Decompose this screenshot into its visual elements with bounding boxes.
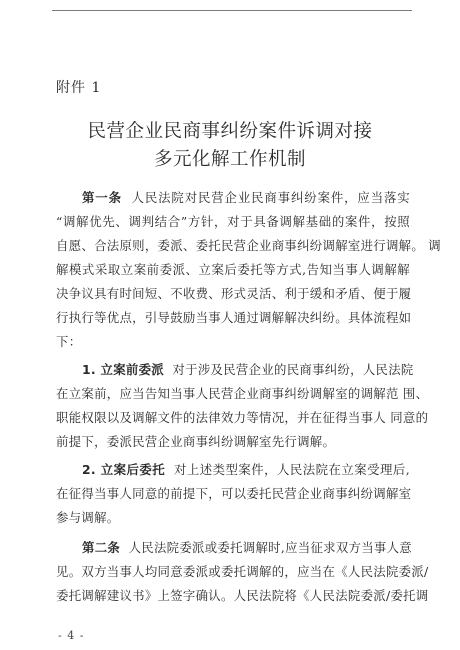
- paragraph-line: [56, 190, 410, 206]
- paragraph-text: 人民法院对民营企业民商事纠纷案件，应当落实: [131, 190, 410, 205]
- paragraph-line: 下：: [56, 334, 82, 349]
- document-title: [52, 118, 408, 174]
- item-heading: 2. 立案后委托: [82, 462, 166, 477]
- paragraph-line: 委托调解建议书》上签字确认。人民法院将《人民法院委派/委托调: [56, 588, 429, 603]
- paragraph-line: 见。双方当事人均同意委派或委托调解的，应当在《人民法院委派/: [56, 564, 429, 579]
- attachment-label: 附件 1: [56, 80, 102, 96]
- item-heading: 1. 立案前委派: [82, 362, 164, 377]
- paragraph-line: [56, 462, 410, 478]
- paragraph-line: 行执行等优点，引导鼓励当事人通过调解解决纠纷。具体流程如: [56, 310, 412, 325]
- article-heading: 第二条: [82, 540, 121, 555]
- paragraph-line: 在征得当事人同意的前提下，可以委托民营企业商事纠纷调解室: [56, 486, 412, 501]
- page-number: - 4 -: [58, 629, 85, 642]
- paragraph-line: [56, 540, 410, 556]
- header-rule: [52, 10, 412, 11]
- paragraph-line: 参与调解。: [56, 510, 120, 525]
- paragraph-text: 人民法院委派或委托调解时,应当征求双方当事人意: [128, 540, 412, 555]
- paragraph-line: [56, 362, 414, 378]
- article-heading: 第一条: [82, 190, 122, 205]
- title-line: 民营企业民商事纠纷案件诉调对接: [87, 121, 373, 142]
- paragraph-line: 自愿、合法原则，委派、委托民营企业商事纠纷调解室进行调解。 调: [56, 238, 441, 253]
- paragraph-line: “调解优先、调判结合”方针，对于具备调解基础的案件，按照: [56, 214, 410, 229]
- paragraph-line: 在立案前，应当告知当事人民营企业商事纠纷调解室的调解范 围、: [56, 386, 429, 401]
- paragraph-line: 职能权限以及调解文件的法律效力等情况，并在征得当事人 同意的: [56, 410, 429, 425]
- paragraph-text: 对上述类型案件，人民法院在立案受理后,: [173, 462, 411, 477]
- paragraph-text: 对于涉及民营企业的民商事纠纷，人民法院: [172, 362, 414, 377]
- title-line: 多元化解工作机制: [153, 149, 306, 170]
- paragraph-line: 前提下，委派民营企业商事纠纷调解室先行调解。: [56, 434, 336, 449]
- paragraph-line: 解模式采取立案前委派、立案后委托等方式,告知当事人调解解: [56, 262, 410, 277]
- paragraph-line: 决争议具有时间短、不收费、形式灵活、利于缓和矛盾、便于履: [56, 286, 412, 301]
